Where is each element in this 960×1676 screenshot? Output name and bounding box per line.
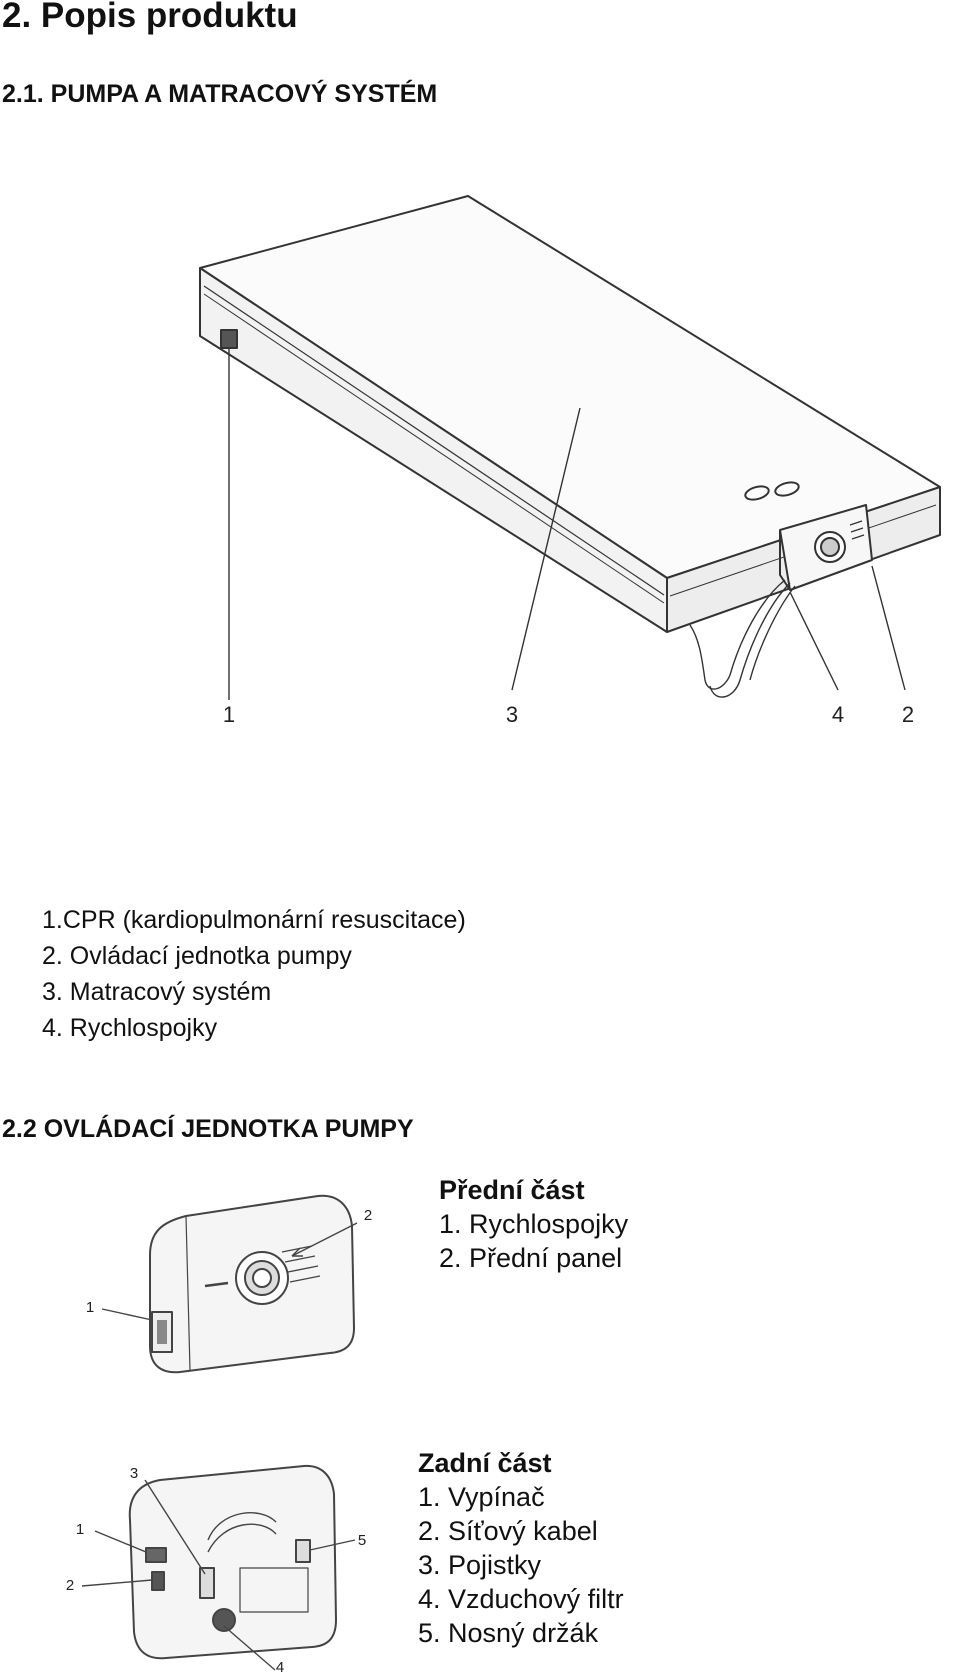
callout-label: 4	[831, 702, 845, 727]
legend-item: 4. Rychlospojky	[42, 1014, 218, 1042]
callout-label: 3	[505, 702, 519, 727]
legend-item: 1.CPR (kardiopulmonární resuscitace)	[42, 906, 466, 934]
callout-label: 2	[65, 1577, 75, 1594]
list-item: 2. Síťový kabel	[418, 1516, 598, 1546]
legend-item: 2. Ovládací jednotka pumpy	[42, 942, 352, 970]
callout-label: 2	[901, 702, 915, 727]
callout-label: 2	[363, 1207, 373, 1224]
list-item: 5. Nosný držák	[418, 1618, 599, 1648]
legend-item: 3. Matracový systém	[42, 978, 272, 1006]
list-item: 1. Rychlospojky	[439, 1209, 629, 1239]
callout-label: 3	[129, 1465, 139, 1482]
callout-label: 4	[275, 1659, 285, 1676]
back-parts-list	[418, 1446, 624, 1650]
section-heading-pump-mattress: 2.1. PUMPA A MATRACOVÝ SYSTÉM	[2, 80, 438, 108]
list-item: 2. Přední panel	[439, 1243, 623, 1273]
page-title: 2. Popis produktu	[2, 0, 298, 35]
callout-label: 1	[85, 1299, 95, 1316]
section-heading-control-unit: 2.2 OVLÁDACÍ JEDNOTKA PUMPY	[2, 1115, 414, 1143]
list-item: 4. Vzduchový filtr	[418, 1584, 624, 1614]
front-heading: Přední část	[439, 1175, 585, 1205]
list-item: 1. Vypínač	[418, 1482, 545, 1512]
callout-label: 1	[75, 1521, 85, 1538]
list-item: 3. Pojistky	[418, 1550, 542, 1580]
back-heading: Zadní část	[418, 1448, 552, 1478]
callout-label: 1	[222, 702, 236, 727]
callout-label: 5	[357, 1532, 367, 1549]
